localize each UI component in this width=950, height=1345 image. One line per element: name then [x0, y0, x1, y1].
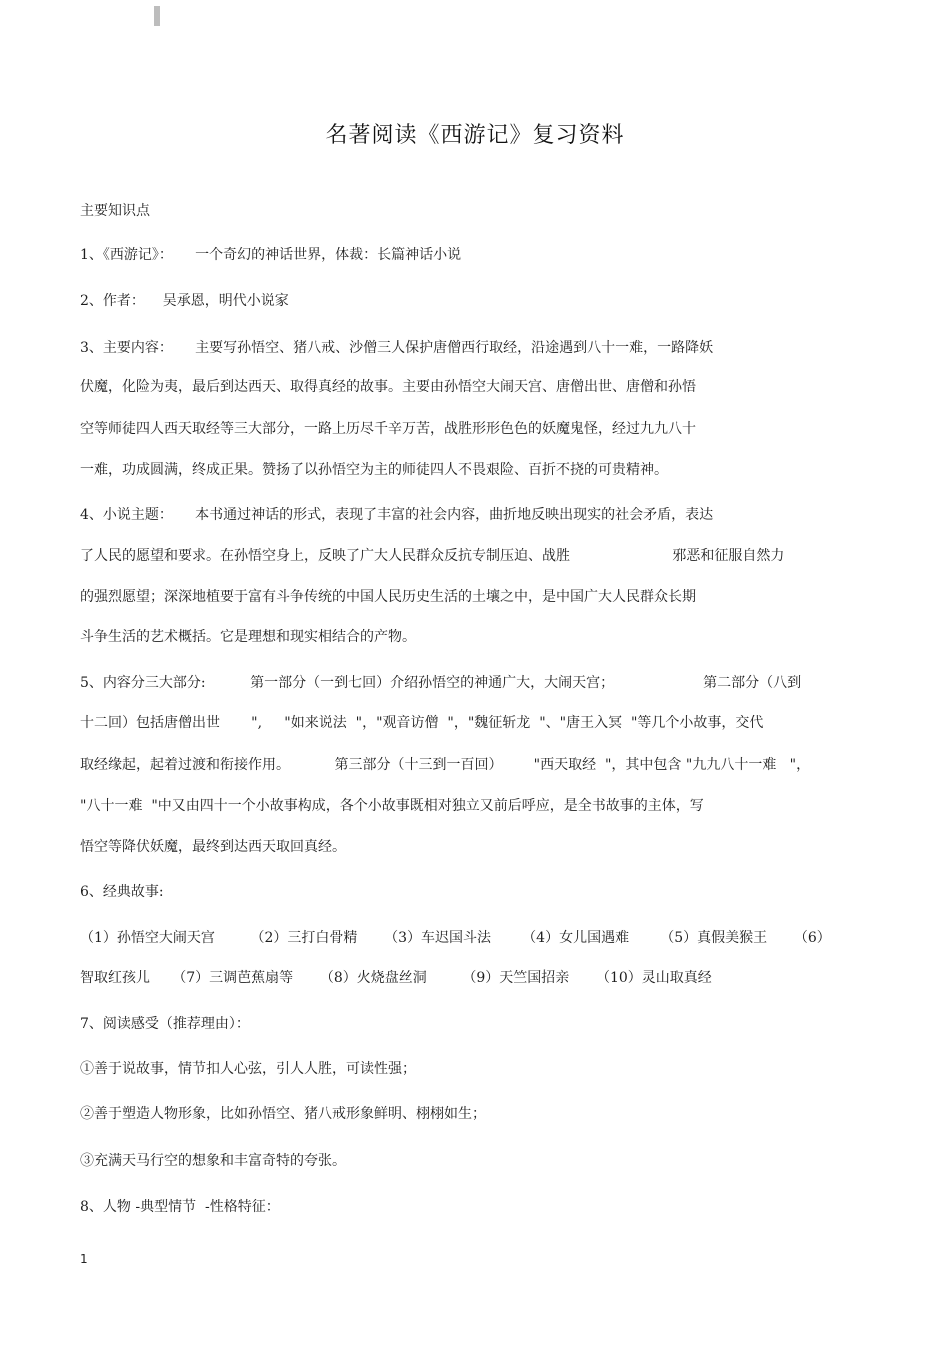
text-line: 空等师徒四人西天取经等三大部分，一路上历尽千辛万苦，战胜形形色色的妖魔鬼怪，经过九九八十: [80, 421, 696, 437]
text-line: 智取红孩儿 （7）三调芭蕉扇等 （8）火烧盘丝洞 （9）天竺国招亲 （10）灵山取真经: [80, 970, 712, 986]
text-line: 8、人物 -典型情节 -性格特征：: [80, 1199, 280, 1215]
text-line: "八十一难 "中又由四十一个小故事构成，各个小故事既相对独立又前后呼应，是全书故事的主体，写: [80, 798, 704, 814]
scan-mark: [154, 6, 160, 26]
text-line: 1、《西游记》： 一个奇幻的神话世界，体裁：长篇神话小说: [80, 247, 462, 263]
page-title: 名著阅读《西游记》复习资料: [325, 123, 625, 148]
text-line: 2、作者： 吴承恩，明代小说家: [80, 293, 289, 309]
text-line: 斗争生活的艺术概括。它是理想和现实相结合的产物。: [80, 629, 416, 645]
text-line: 悟空等降伏妖魔，最终到达西天取回真经。: [80, 839, 346, 855]
text-line: 6、经典故事:: [80, 884, 164, 900]
text-line: 一难，功成圆满，终成正果。赞扬了以孙悟空为主的师徒四人不畏艰险、百折不挠的可贵精神。: [80, 462, 668, 478]
text-line: 取经缘起，起着过渡和衔接作用。 第三部分（十三到一百回） "西天取经 "，其中包含 "九九八十一难 "，: [80, 757, 811, 773]
text-line: 5、内容分三大部分: 第一部分（一到七回）介绍孙悟空的神通广大，大闹天宫； 第二部分（八到: [80, 675, 802, 691]
section-heading: 主要知识点: [80, 203, 150, 219]
text-line: 7、阅读感受（推荐理由）：: [80, 1016, 250, 1032]
text-line: 4、小说主题： 本书通过神话的形式，表现了丰富的社会内容，曲折地反映出现实的社会矛盾，表达: [80, 507, 714, 523]
text-line: 3、主要内容： 主要写孙悟空、猪八戒、沙僧三人保护唐僧西行取经，沿途遇到八十一难，一路降妖: [80, 340, 714, 356]
text-line: ③充满天马行空的想象和丰富奇特的夸张。: [80, 1153, 346, 1169]
text-line: （1）孙悟空大闹天宫 （2）三打白骨精 （3）车迟国斗法 （4）女儿国遇难 （5）真假美猴王 （6）: [80, 930, 831, 946]
text-line: ②善于塑造人物形象，比如孙悟空、猪八戒形象鲜明、栩栩如生；: [80, 1106, 486, 1122]
text-line: 了人民的愿望和要求。在孙悟空身上，反映了广大人民群众反抗专制压迫、战胜 邪恶和征服自然力: [80, 548, 785, 564]
page-number: 1: [80, 1252, 88, 1266]
text-line: ①善于说故事，情节扣人心弦，引人人胜，可读性强；: [80, 1061, 416, 1077]
text-line: 的强烈愿望；深深地植要于富有斗争传统的中国人民历史生活的土壤之中，是中国广大人民群众长期: [80, 589, 696, 605]
text-line: 伏魔，化险为夷，最后到达西天、取得真经的故事。主要由孙悟空大闹天宫、唐僧出世、唐僧和孙悟: [80, 379, 696, 395]
text-line: 十二回）包括唐僧出世 ", "如来说法 "，"观音访僧 "，"魏征斩龙 "、"唐王入冥 "等几个小故事，交代: [80, 715, 764, 731]
